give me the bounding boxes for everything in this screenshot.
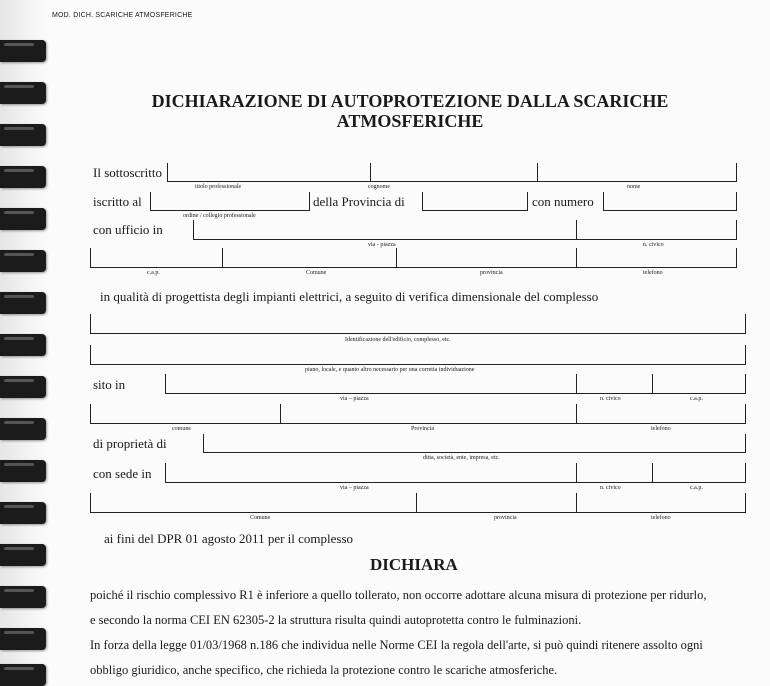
proprieta-field[interactable]	[203, 452, 746, 453]
binding-ring	[0, 334, 46, 356]
iscritto-label: iscritto al	[93, 194, 142, 209]
sito-recapiti-field[interactable]	[90, 423, 746, 424]
sito-via-field[interactable]	[165, 393, 746, 394]
body-line-1: poiché il rischio complessivo R1 è inferiore a quello tollerato, non occorre adottare alcuna misura di protezione per ridurlo,	[90, 588, 707, 602]
sottoscritto-label: Il sottoscritto	[93, 165, 162, 180]
ordine-collegio-label: ordine / collegio professionale	[183, 213, 256, 219]
binding-ring	[0, 124, 46, 146]
binding-ring	[0, 376, 46, 398]
sede-comune-label: Comune	[250, 515, 271, 521]
binding-ring	[0, 40, 46, 62]
binding-ring	[0, 628, 46, 650]
sito-comune-label: comune	[172, 426, 191, 432]
sito-cap-label: c.a.p.	[690, 396, 703, 402]
dichiara-heading: DICHIARA	[370, 555, 458, 574]
provincia-ordine-field[interactable]	[422, 210, 528, 211]
binding-ring	[0, 208, 46, 230]
nome-label: nome	[627, 184, 641, 190]
sottoscritto-field[interactable]	[167, 181, 737, 182]
ai-fini-text: ai fini del DPR 01 agosto 2011 per il complesso	[104, 531, 354, 546]
provincia-di-label: della Provincia di	[313, 194, 405, 209]
body-line-4: obbligo giuridico, anche specifico, che richieda la protezione contro le scariche atmosferiche.	[90, 663, 558, 677]
piano-locale-label: piano, locale, e quanto altro necessario per una corretta individuazione	[305, 367, 475, 373]
cap-label: c.a.p.	[147, 270, 160, 276]
ditta-label: ditta, società, ente, impresa, etc.	[423, 455, 500, 461]
piano-locale-field[interactable]	[90, 364, 746, 365]
sede-n-civico-label: n. civico	[600, 485, 621, 491]
identificazione-label: Identificazione dell'edificio, complesso, etc.	[345, 337, 451, 343]
sito-telefono-label: telefono	[651, 426, 671, 432]
document-title-line2: ATMOSFERICHE	[336, 111, 484, 131]
cognome-label: cognome	[368, 184, 390, 190]
sede-via-piazza-label: via – piazza	[340, 485, 369, 491]
ufficio-label: con ufficio in	[93, 222, 163, 237]
binding-ring	[0, 82, 46, 104]
provincia-label: provincia	[480, 270, 503, 276]
sede-recapiti-field[interactable]	[90, 512, 746, 513]
numero-field[interactable]	[603, 210, 737, 211]
binding-ring	[0, 502, 46, 524]
form-code: MOD. DICH. SCARICHE ATMOSFERICHE	[52, 12, 193, 19]
sito-provincia-label: Provincia	[411, 426, 434, 432]
spiral-binding	[0, 0, 48, 686]
binding-ring	[0, 418, 46, 440]
proprieta-label: di proprietà di	[93, 436, 167, 451]
ufficio-recapiti-field[interactable]	[90, 267, 737, 268]
sito-via-piazza-label: via – piazza	[340, 396, 369, 402]
binding-ring	[0, 166, 46, 188]
ordine-field[interactable]	[150, 210, 310, 211]
binding-ring	[0, 292, 46, 314]
con-numero-label: con numero	[532, 194, 594, 209]
binding-ring	[0, 460, 46, 482]
comune-label: Comune	[306, 270, 327, 276]
via-piazza-label: via - piazza	[368, 242, 396, 248]
titolo-professionale-label: titolo professionale	[195, 184, 242, 190]
in-qualita-text: in qualità di progettista degli impianti elettrici, a seguito di verifica dimensionale del complesso	[100, 289, 599, 304]
binding-ring	[0, 250, 46, 272]
sito-n-civico-label: n. civico	[600, 396, 621, 402]
sito-in-label: sito in	[93, 377, 126, 392]
n-civico-label: n. civico	[643, 242, 664, 248]
sede-telefono-label: telefono	[651, 515, 671, 521]
binding-ring	[0, 586, 46, 608]
telefono-label: telefono	[643, 270, 663, 276]
sede-label: con sede in	[93, 466, 152, 481]
sede-via-field[interactable]	[165, 482, 746, 483]
ufficio-via-field[interactable]	[193, 239, 737, 240]
sede-cap-label: c.a.p.	[690, 485, 703, 491]
body-line-2: e secondo la norma CEI EN 62305-2 la struttura risulta quindi autoprotetta contro le fulminazioni.	[90, 613, 582, 627]
binding-ring	[0, 544, 46, 566]
document-title-line1: DICHIARAZIONE DI AUTOPROTEZIONE DALLA SCARICHE	[151, 91, 669, 111]
body-line-3: In forza della legge 01/03/1968 n.186 che individua nelle Norme CEI la regola dell'arte, si può quindi ritenere assolto ogni	[90, 638, 703, 652]
sede-provincia-label: provincia	[494, 515, 517, 521]
binding-ring	[0, 664, 46, 686]
identificazione-field[interactable]	[90, 333, 746, 334]
